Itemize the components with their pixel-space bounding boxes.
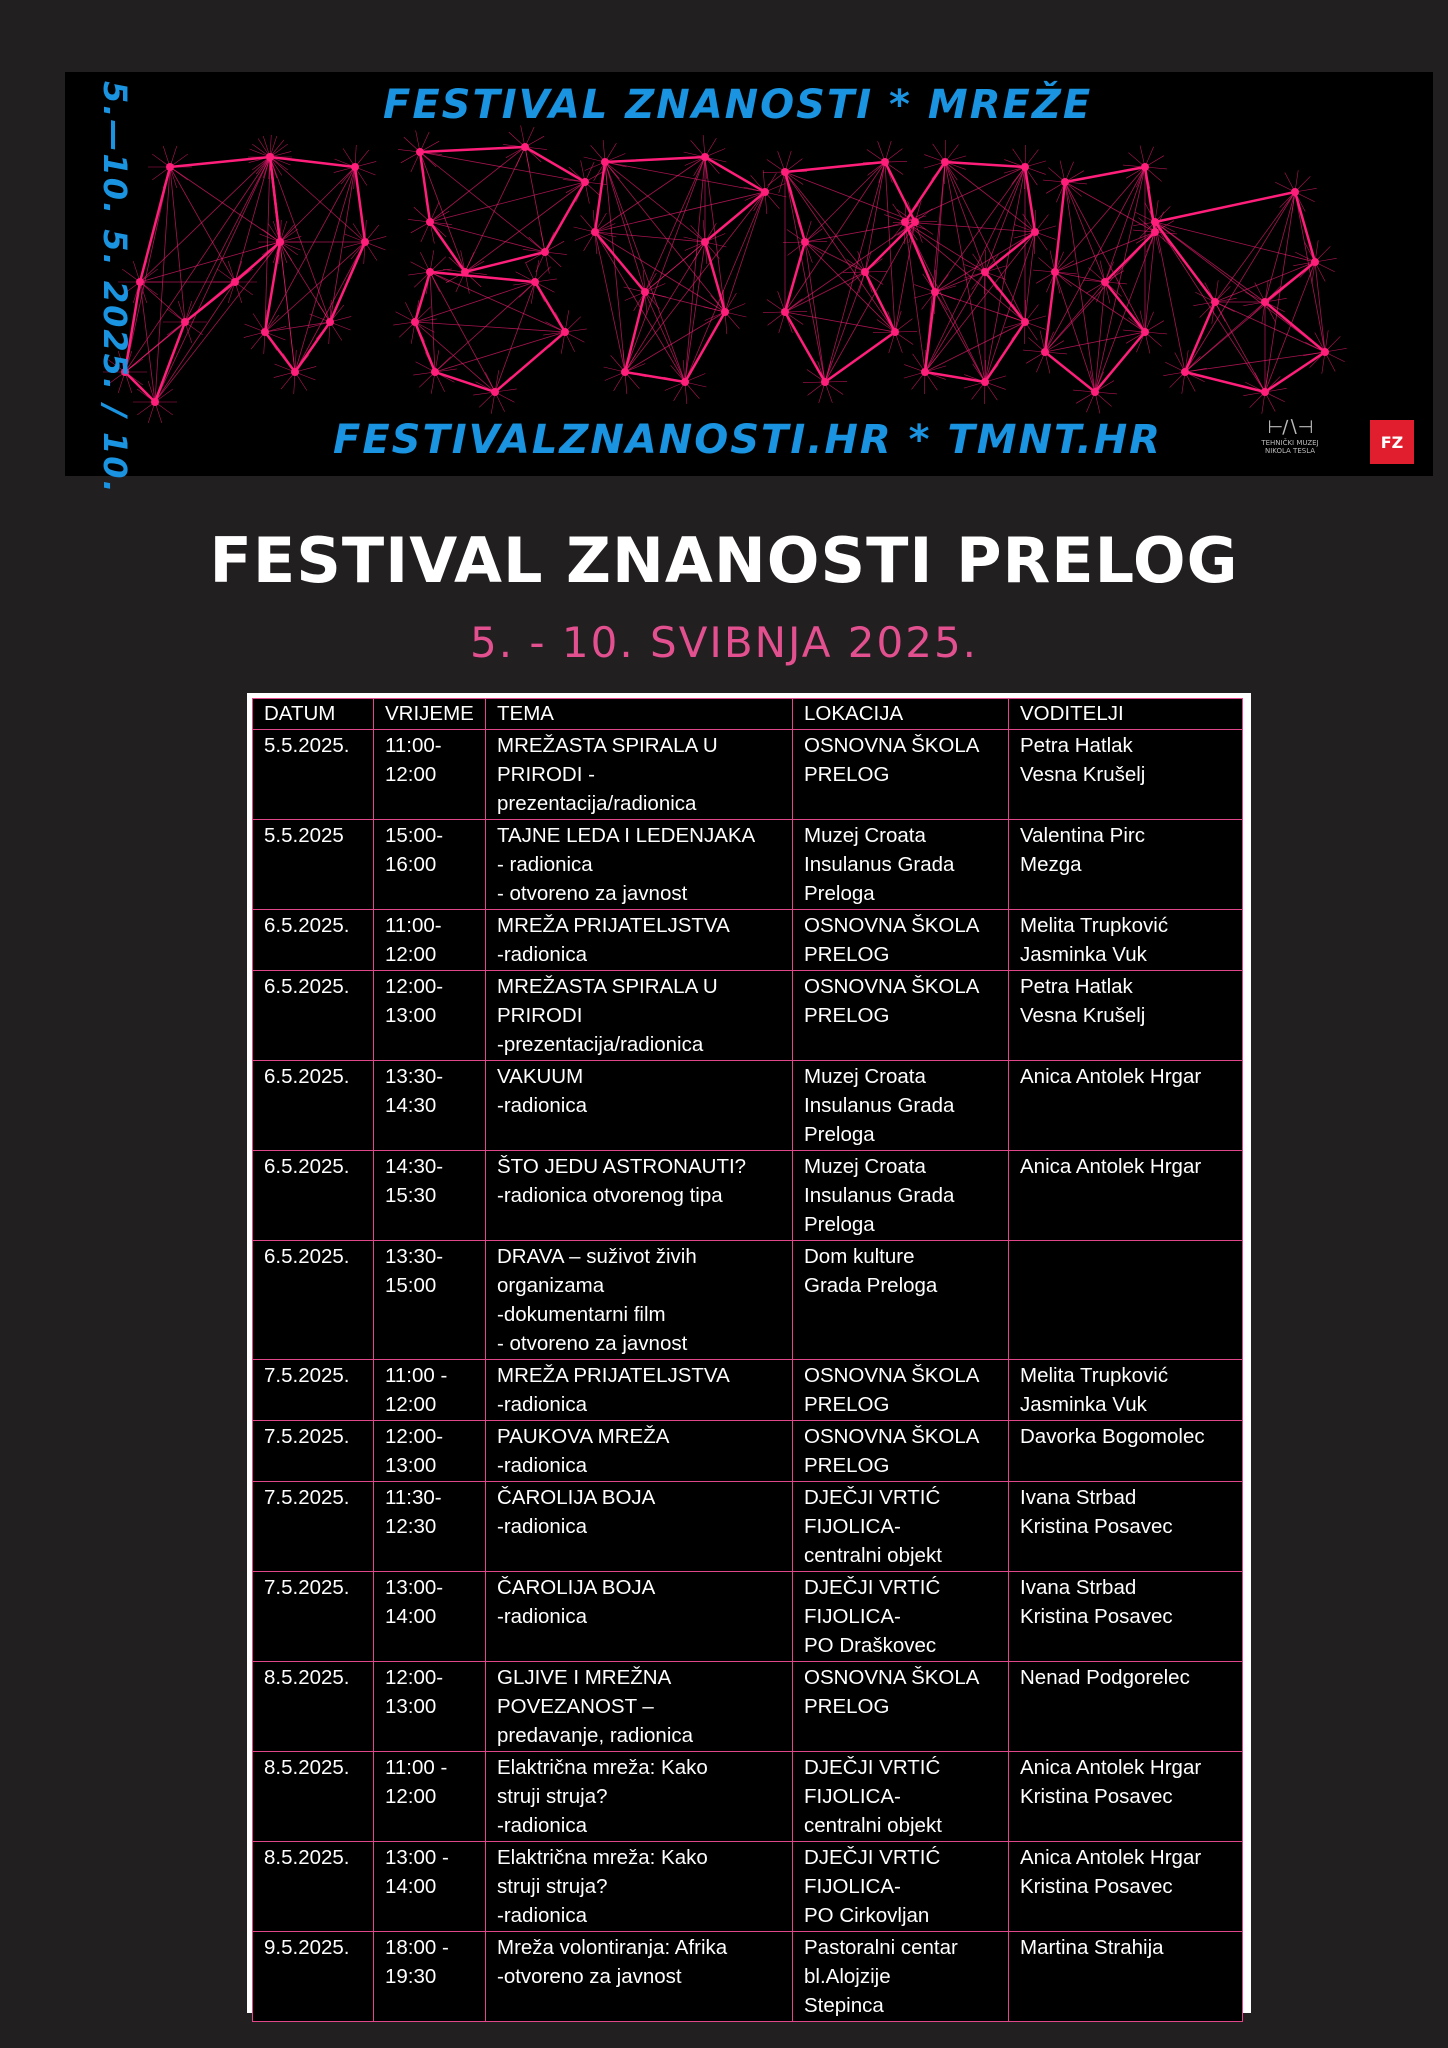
network-link [605, 162, 705, 242]
network-node [326, 318, 334, 326]
cell-datum: 7.5.2025. [253, 1572, 374, 1662]
network-link [945, 162, 985, 272]
header-lokacija: LOKACIJA [793, 699, 1009, 730]
cell-vrijeme: 13:30- 15:00 [374, 1241, 486, 1360]
network-link [595, 232, 625, 372]
cell-tema: Elaktrična mreža: Kako struji struja? -radionica [486, 1842, 793, 1932]
cell-datum: 7.5.2025. [253, 1421, 374, 1482]
network-node [641, 288, 649, 296]
cell-tema: MREŽASTA SPIRALA U PRIRODI - prezentacija/radionica [486, 730, 793, 820]
cell-datum: 8.5.2025. [253, 1662, 374, 1752]
network-link [1145, 232, 1155, 332]
table-row [253, 1241, 1243, 1360]
cell-vrijeme: 11:00 - 12:00 [374, 1360, 486, 1421]
network-node [981, 378, 989, 386]
cell-datum: 6.5.2025. [253, 1241, 374, 1360]
network-link [465, 182, 585, 272]
network-outline [1045, 167, 1155, 392]
network-link [155, 282, 235, 402]
network-node [276, 238, 284, 246]
network-node [541, 248, 549, 256]
network-link [1095, 282, 1105, 392]
network-link [935, 162, 945, 292]
network-link [1185, 302, 1265, 372]
cell-voditelji: Petra Hatlak Vesna Krušelj [1009, 971, 1243, 1061]
cell-vrijeme: 18:00 - 19:30 [374, 1932, 486, 2022]
cell-voditelji: Anica Antolek Hrgar [1009, 1061, 1243, 1151]
cell-vrijeme: 11:00- 12:00 [374, 910, 486, 971]
cell-tema: MREŽA PRIJATELJSTVA -radionica [486, 910, 793, 971]
network-node [1211, 298, 1219, 306]
network-link [125, 157, 270, 372]
network-node [901, 218, 909, 226]
cell-lokacija: DJEČJI VRTIĆ FIJOLICA- PO Draškovec [793, 1572, 1009, 1662]
network-node [521, 143, 529, 151]
cell-voditelji: Ivana Strbad Kristina Posavec [1009, 1482, 1243, 1572]
museum-logo [1250, 417, 1330, 463]
network-node [781, 168, 789, 176]
network-node [136, 278, 144, 286]
cell-datum: 6.5.2025. [253, 971, 374, 1061]
network-link [1055, 272, 1095, 392]
network-node [1291, 188, 1299, 196]
network-link [430, 147, 525, 222]
network-node [1101, 278, 1109, 286]
network-node [941, 158, 949, 166]
table-row [253, 820, 1243, 910]
network-link [605, 162, 685, 382]
cell-lokacija: Muzej Croata Insulanus Grada Preloga [793, 1061, 1009, 1151]
network-outline [905, 162, 1035, 382]
cell-datum: 8.5.2025. [253, 1752, 374, 1842]
cell-datum: 6.5.2025. [253, 910, 374, 971]
network-node [921, 368, 929, 376]
cell-tema: TAJNE LEDA I LEDENJAKA - radionica - otvoreno za javnost [486, 820, 793, 910]
cell-vrijeme: 11:30- 12:30 [374, 1482, 486, 1572]
network-link [925, 167, 1025, 372]
network-node [881, 158, 889, 166]
cell-tema: GLJIVE I MREŽNA POVEZANOST – predavanje, radionica [486, 1662, 793, 1752]
cell-voditelji: Melita Trupković Jasminka Vuk [1009, 1360, 1243, 1421]
cell-vrijeme: 11:00- 12:00 [374, 730, 486, 820]
network-link [140, 282, 155, 402]
cell-voditelji: Melita Trupković Jasminka Vuk [1009, 910, 1243, 971]
network-node [431, 368, 439, 376]
table-row [253, 730, 1243, 820]
network-outline [420, 147, 585, 272]
network-letter-5 [574, 135, 787, 404]
cell-vrijeme: 15:00- 16:00 [374, 820, 486, 910]
network-link [1055, 182, 1065, 272]
network-node [426, 218, 434, 226]
network-node [681, 378, 689, 386]
network-link [1055, 232, 1155, 272]
network-link [625, 312, 725, 372]
cell-vrijeme: 12:00- 13:00 [374, 971, 486, 1061]
network-link [905, 222, 985, 382]
network-node [801, 238, 809, 246]
table-row [253, 1662, 1243, 1752]
network-node [1021, 163, 1029, 171]
cell-tema: Mreža volontiranja: Afrika -otvoreno za javnost [486, 1932, 793, 2022]
cell-lokacija: Dom kulture Grada Preloga [793, 1241, 1009, 1360]
network-node [426, 268, 434, 276]
cell-vrijeme: 13:30- 14:30 [374, 1061, 486, 1151]
cell-vrijeme: 12:00- 13:00 [374, 1421, 486, 1482]
network-link [595, 232, 685, 382]
header-tema: TEMA [486, 699, 793, 730]
network-node [1321, 348, 1329, 356]
cell-lokacija: Muzej Croata Insulanus Grada Preloga [793, 1151, 1009, 1241]
network-link [1155, 222, 1265, 302]
network-letter-9 [1133, 170, 1346, 414]
network-node [1311, 258, 1319, 266]
cell-tema: PAUKOVA MREŽA -radionica [486, 1421, 793, 1482]
network-node [1041, 348, 1049, 356]
cell-voditelji: Anica Antolek Hrgar Kristina Posavec [1009, 1842, 1243, 1932]
network-node [361, 238, 369, 246]
cell-vrijeme: 12:00- 13:00 [374, 1662, 486, 1752]
network-link [705, 157, 725, 312]
network-node [1031, 228, 1039, 236]
cell-datum: 6.5.2025. [253, 1061, 374, 1151]
network-link [140, 167, 170, 282]
header-vrijeme: VRIJEME [374, 699, 486, 730]
cell-datum: 9.5.2025. [253, 1932, 374, 2022]
network-outline [785, 162, 915, 382]
table-row [253, 1932, 1243, 2022]
network-link [295, 167, 355, 372]
network-node [181, 318, 189, 326]
cell-vrijeme: 14:30- 15:30 [374, 1151, 486, 1241]
network-link [265, 242, 365, 332]
network-node [1021, 318, 1029, 326]
table-header-row [253, 699, 1243, 730]
banner-side-date: 5.—10. 5. 2025. / 10. [96, 81, 134, 495]
network-node [721, 308, 729, 316]
network-node [1261, 298, 1269, 306]
cell-voditelji [1009, 1241, 1243, 1360]
cell-tema: ČAROLIJA BOJA -radionica [486, 1572, 793, 1662]
network-letter-6 [763, 141, 937, 403]
cell-tema: Elaktrična mreža: Kako struji struja? -radionica [486, 1752, 793, 1842]
cell-voditelji: Valentina Pirc Mezga [1009, 820, 1243, 910]
cell-lokacija: OSNOVNA ŠKOLA PRELOG [793, 730, 1009, 820]
header-voditelji: VODITELJI [1009, 699, 1243, 730]
network-link [805, 242, 825, 382]
cell-tema: MREŽASTA SPIRALA U PRIRODI -prezentacija/radionica [486, 971, 793, 1061]
network-node [166, 163, 174, 171]
cell-voditelji: Petra Hatlak Vesna Krušelj [1009, 730, 1243, 820]
cell-datum: 7.5.2025. [253, 1482, 374, 1572]
network-link [625, 242, 705, 372]
network-link [1215, 302, 1265, 392]
network-node [416, 148, 424, 156]
table-row [253, 1572, 1243, 1662]
network-node [761, 188, 769, 196]
page-title: FESTIVAL ZNANOSTI PRELOG [209, 524, 1239, 597]
banner-top-text: FESTIVAL ZNANOSTI * MREŽE [383, 82, 1093, 128]
network-node [231, 278, 239, 286]
network-letter-7 [884, 140, 1056, 404]
network-link [295, 242, 365, 372]
network-link [985, 232, 1035, 382]
network-node [291, 368, 299, 376]
network-node [1091, 388, 1099, 396]
cell-datum: 7.5.2025. [253, 1360, 374, 1421]
network-link [885, 162, 895, 332]
network-link [925, 162, 945, 372]
cell-tema: VAKUUM -radionica [486, 1061, 793, 1151]
network-link [430, 272, 565, 332]
network-link [685, 192, 765, 382]
banner-bottom-text: FESTIVALZNANOSTI.HR * TMNT.HR [333, 417, 1162, 463]
table-row [253, 1421, 1243, 1482]
cell-vrijeme: 13:00 - 14:00 [374, 1842, 486, 1932]
network-letters-artwork [65, 72, 1433, 476]
cell-lokacija: DJEČJI VRTIĆ FIJOLICA- centralni objekt [793, 1752, 1009, 1842]
network-link [1065, 182, 1105, 282]
table-row [253, 1482, 1243, 1572]
network-link [625, 192, 765, 372]
network-node [1151, 218, 1159, 226]
network-node [1061, 178, 1069, 186]
network-node [491, 388, 499, 396]
network-node [1181, 368, 1189, 376]
cell-lokacija: Muzej Croata Insulanus Grada Preloga [793, 820, 1009, 910]
schedule-table-frame [247, 693, 1251, 2017]
cell-lokacija: OSNOVNA ŠKOLA PRELOG [793, 1360, 1009, 1421]
cell-vrijeme: 13:00- 14:00 [374, 1572, 486, 1662]
network-node [981, 268, 989, 276]
cell-lokacija: OSNOVNA ŠKOLA PRELOG [793, 1662, 1009, 1752]
network-link [1215, 192, 1295, 302]
network-link [1025, 232, 1035, 322]
cell-voditelji: Martina Strahija [1009, 1932, 1243, 2022]
cell-voditelji: Nenad Podgorelec [1009, 1662, 1243, 1752]
cell-tema: MREŽA PRIJATELJSTVA -radionica [486, 1360, 793, 1421]
cell-lokacija: OSNOVNA ŠKOLA PRELOG [793, 1421, 1009, 1482]
network-link [170, 167, 280, 242]
network-node [1261, 388, 1269, 396]
network-node [861, 268, 869, 276]
network-node [591, 228, 599, 236]
table-row [253, 971, 1243, 1061]
table-row [253, 1151, 1243, 1241]
network-node [781, 308, 789, 316]
cell-lokacija: OSNOVNA ŠKOLA PRELOG [793, 971, 1009, 1061]
table-row [253, 910, 1243, 971]
festival-logo-icon: FZ [1370, 420, 1414, 464]
network-node [621, 368, 629, 376]
network-link [595, 232, 705, 242]
network-node [261, 328, 269, 336]
network-node [891, 328, 899, 336]
network-outline [265, 157, 365, 372]
network-link [685, 242, 705, 382]
table-row [253, 1752, 1243, 1842]
cell-lokacija: DJEČJI VRTIĆ FIJOLICA- PO Cirkovljan [793, 1842, 1009, 1932]
network-link [785, 172, 805, 242]
cell-vrijeme: 11:00 - 12:00 [374, 1752, 486, 1842]
table-row [253, 1842, 1243, 1932]
cell-tema: DRAVA – suživot živih organizama -dokumentarni film - otvoreno za javnost [486, 1241, 793, 1360]
network-link [1155, 222, 1325, 352]
cell-lokacija: Pastoralni centar bl.Alojzije Stepinca [793, 1932, 1009, 2022]
network-link [415, 322, 565, 332]
cell-voditelji: Anica Antolek Hrgar Kristina Posavec [1009, 1752, 1243, 1842]
network-letter-8 [1023, 146, 1177, 414]
network-link [1185, 352, 1325, 372]
network-node [151, 398, 159, 406]
network-node [561, 328, 569, 336]
network-node [1141, 328, 1149, 336]
network-node [701, 153, 709, 161]
network-link [185, 157, 270, 322]
network-link [1155, 222, 1215, 302]
network-node [601, 158, 609, 166]
page-subtitle: 5. - 10. SVIBNJA 2025. [469, 618, 979, 667]
museum-logo-text: TEHNIČKI MUZEJ NIKOLA TESLA [1261, 439, 1319, 455]
network-node [821, 378, 829, 386]
network-link [430, 272, 435, 372]
cell-tema: ŠTO JEDU ASTRONAUTI? -radionica otvorenog tipa [486, 1151, 793, 1241]
table-row [253, 1360, 1243, 1421]
network-link [645, 292, 685, 382]
network-node [411, 318, 419, 326]
table-row [253, 1061, 1243, 1151]
cell-datum: 8.5.2025. [253, 1842, 374, 1932]
network-link [785, 162, 885, 312]
network-link [420, 152, 430, 222]
network-link [785, 222, 915, 312]
cell-lokacija: OSNOVNA ŠKOLA PRELOG [793, 910, 1009, 971]
cell-datum: 6.5.2025. [253, 1151, 374, 1241]
network-link [595, 162, 605, 232]
network-node [931, 288, 939, 296]
festival-banner [65, 72, 1433, 495]
cell-voditelji: Davorka Bogomolec [1009, 1421, 1243, 1482]
network-node [266, 153, 274, 161]
network-link [805, 242, 865, 272]
network-link [825, 272, 865, 382]
cell-lokacija: DJEČJI VRTIĆ FIJOLICA- centralni objekt [793, 1482, 1009, 1572]
museum-logo-mark: ⊢∕∖⊣ [1267, 417, 1313, 438]
network-node [531, 278, 539, 286]
network-link [1265, 192, 1295, 302]
network-node [351, 163, 359, 171]
network-letter-4 [393, 250, 587, 413]
cell-voditelji: Ivana Strbad Kristina Posavec [1009, 1572, 1243, 1662]
network-link [625, 157, 705, 372]
schedule-table [252, 698, 1243, 2022]
network-link [785, 172, 825, 382]
network-link [435, 332, 565, 372]
cell-tema: ČAROLIJA BOJA -radionica [486, 1482, 793, 1572]
network-link [415, 282, 535, 322]
network-node [1141, 163, 1149, 171]
network-node [581, 178, 589, 186]
header-datum: DATUM [253, 699, 374, 730]
cell-datum: 5.5.2025. [253, 730, 374, 820]
network-node [701, 238, 709, 246]
network-link [430, 182, 585, 222]
network-node [1051, 268, 1059, 276]
cell-datum: 5.5.2025 [253, 820, 374, 910]
cell-voditelji: Anica Antolek Hrgar [1009, 1151, 1243, 1241]
